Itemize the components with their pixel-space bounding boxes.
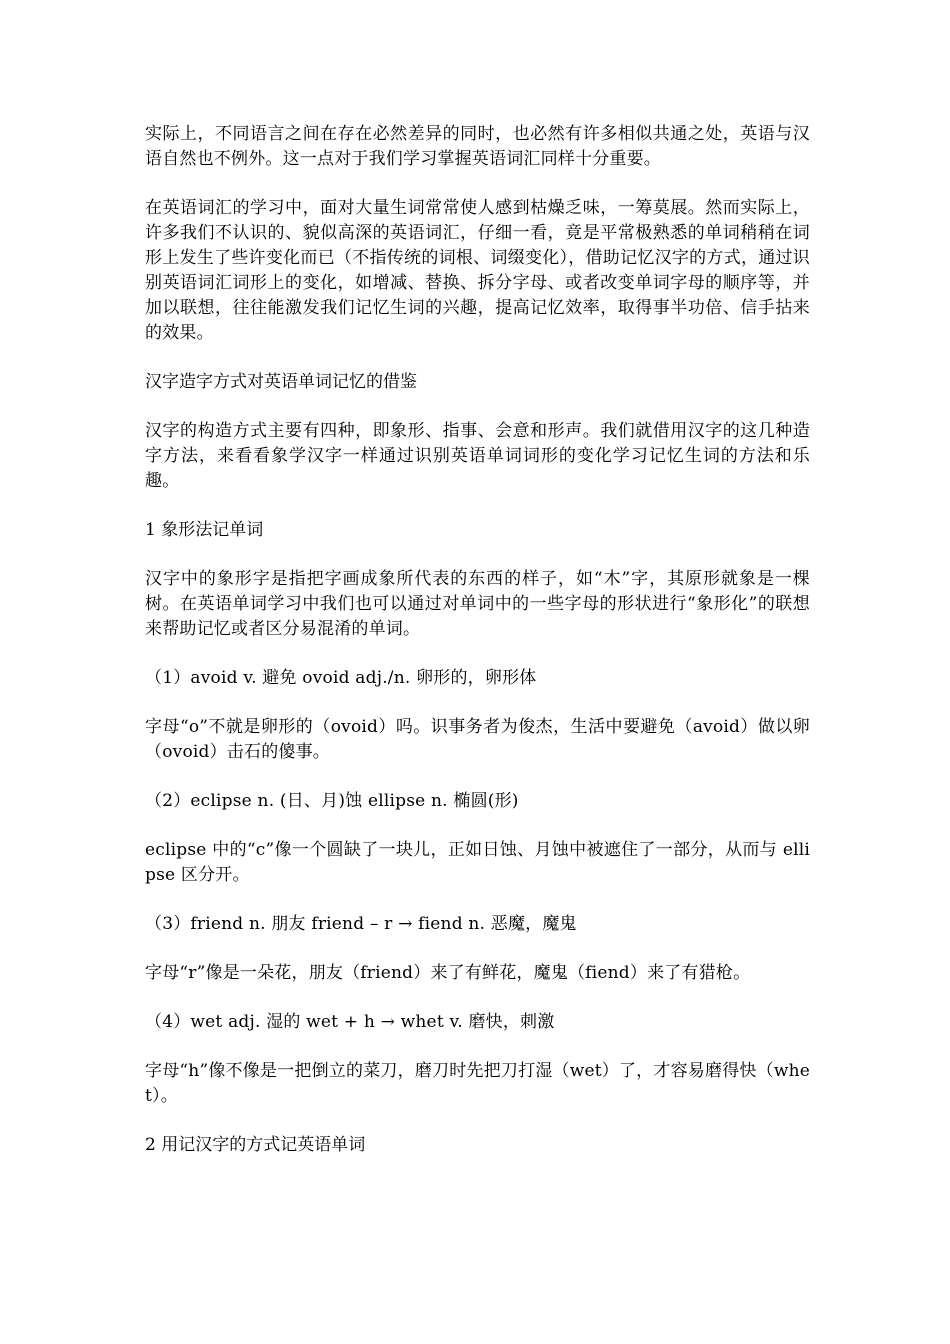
example-4-explanation: 字母“h”像不像是一把倒立的菜刀，磨刀时先把刀打湿（wet）了，才容易磨得快（whet）。 [145,1061,810,1106]
example-2-explanation: eclipse 中的“c”像一个圆缺了一块儿，正如日蚀、月蚀中被遮住了一部分，从而与 ellipse 区分开。 [145,840,810,885]
pictograph-paragraph: 汉字中的象形字是指把字画成象所代表的东西的样子，如“木”字，其原形就象是一棵树。在英语单词学习中我们也可以通过对单词中的一些字母的形状进行“象形化”的联想来帮助记忆或者区分易混淆的单词。 [145,569,810,639]
intro-paragraph: 实际上，不同语言之间在存在必然差异的同时，也必然有许多相似共通之处，英语与汉语自然也不例外。这一点对于我们学习掌握英语词汇同样十分重要。 [145,124,810,169]
vocabulary-learning-paragraph: 在英语词汇的学习中，面对大量生词常常使人感到枯燥乏味，一筹莫展。然而实际上，许多我们不认识的、貌似高深的英语词汇，仔细一看，竟是平常极熟悉的单词稍稍在词形上发生了些许变化而已（不指传统的词根、词缀变化），借助记忆汉字的方式，通过识别英语词汇词形上的变化，如增减、替换、拆分字母、或者改变单词字母的顺序等，并加以联想，往往能激发我们记忆生词的兴趣，提高记忆效率，取得事半功倍、信手拈来的效果。 [145,198,810,343]
subsection-heading-2: 2 用记汉字的方式记英语单词 [145,1135,366,1155]
example-2-title: （2）eclipse n. (日、月)蚀 ellipse n. 椭圆(形) [145,791,519,811]
example-3-explanation: 字母“r”像是一朵花，朋友（friend）来了有鲜花，魔鬼（fiend）来了有猎枪。 [145,963,751,983]
character-construction-paragraph: 汉字的构造方式主要有四种，即象形、指事、会意和形声。我们就借用汉字的这几种造字方法，来看看象学汉字一样通过识别英语单词词形的变化学习记忆生词的方法和乐趣。 [145,421,810,491]
section-heading: 汉字造字方式对英语单词记忆的借鉴 [145,372,417,392]
subsection-heading-1: 1 象形法记单词 [145,520,264,540]
document-body [145,122,810,1182]
example-4-title: （4）wet adj. 湿的 wet + h → whet v. 磨快，刺激 [145,1012,555,1032]
example-1-explanation: 字母“o”不就是卵形的（ovoid）吗。识事务者为俊杰，生活中要避免（avoid）做以卵（ovoid）击石的傻事。 [145,717,810,762]
example-3-title: （3）friend n. 朋友 friend – r → fiend n. 恶魔，魔鬼 [145,914,577,934]
example-1-title: （1）avoid v. 避免 ovoid adj./n. 卵形的，卵形体 [145,668,537,688]
